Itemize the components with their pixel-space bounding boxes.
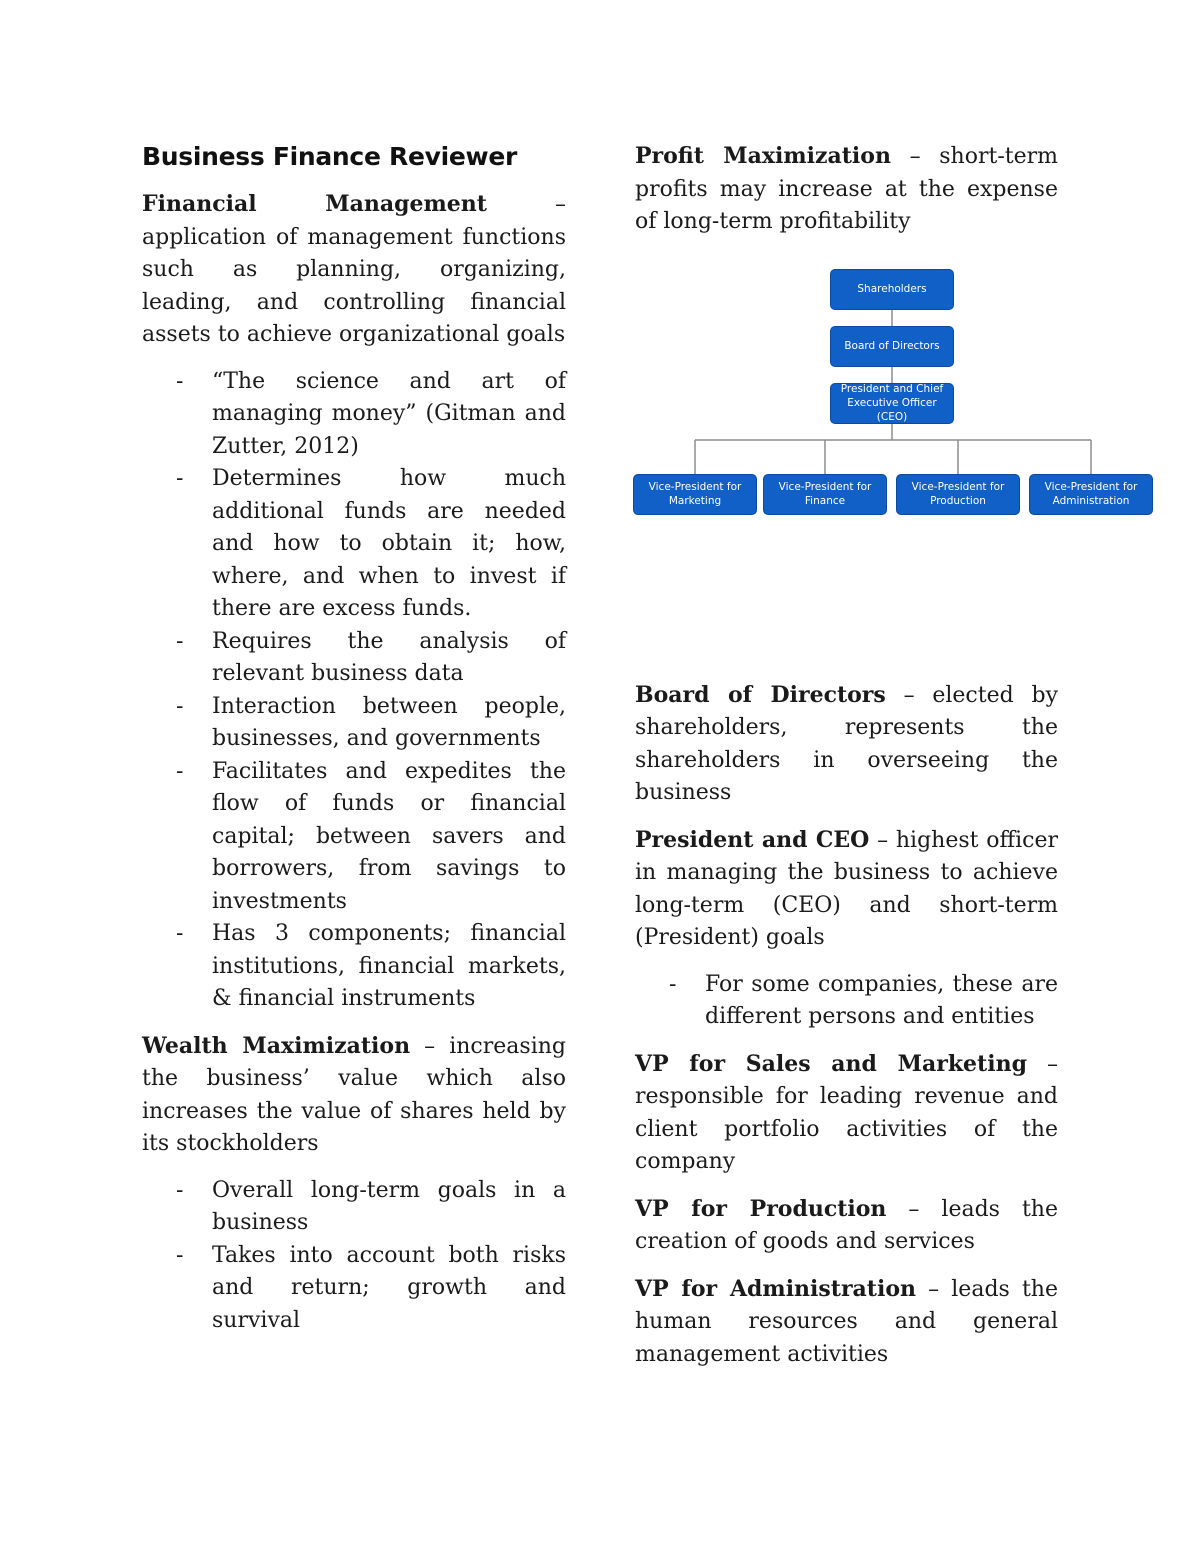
bullet-text: Interaction between people, businesses, and governments (212, 693, 566, 751)
wealth-maximization-definition (142, 1030, 566, 1161)
profit-maximization-definition (635, 140, 1058, 239)
dash-bullet-icon: - (176, 758, 184, 784)
org-node-vp-production: Vice-President for Production (896, 474, 1020, 515)
term-financial-management: Financial Management (142, 191, 487, 217)
document-title: Business Finance Reviewer (142, 142, 518, 171)
list-item (142, 756, 566, 919)
dash-bullet-icon: - (176, 921, 184, 946)
bullet-text: Facilitates and expedites the flow of funds or financial capital; between savers and borrowers, from savings to investments (212, 758, 566, 914)
org-node-shareholders: Shareholders (830, 269, 954, 310)
bullet-text: Overall long-term goals in a business (212, 1177, 566, 1235)
definition-text: – highest officer in managing the business to achieve long-term (CEO) and short-term (President) goals (635, 827, 1058, 950)
list-item (142, 1175, 566, 1240)
term-profit-maximization: Profit Maximization (635, 143, 891, 169)
term-vp-administration: VP for Administration (635, 1275, 916, 1302)
right-column (635, 140, 1138, 1385)
financial-management-definition (142, 188, 566, 352)
term-president-ceo: President and CEO (635, 826, 870, 853)
org-node-vp-administration: Vice-President for Administration (1029, 474, 1153, 515)
dash-bullet-icon: - (176, 466, 184, 491)
wealth-maximization-bullets (142, 1175, 566, 1338)
term-wealth-maximization: Wealth Maximization (142, 1032, 411, 1059)
vp-production-definition (635, 1193, 1058, 1259)
board-of-directors-definition (635, 679, 1058, 810)
vp-sales-definition (635, 1048, 1058, 1179)
term-vp-sales-marketing: VP for Sales and Marketing (635, 1050, 1027, 1077)
bullet-text: “The science and art of managing money” (Gitman and Zutter, 2012) (212, 368, 566, 459)
dash-bullet-icon: - (176, 1242, 184, 1268)
list-item (142, 366, 566, 464)
bullet-text: Determines how much additional funds are needed and how to obtain it; how, where, and when to invest if there are excess funds. (212, 466, 566, 621)
org-node-board-of-directors: Board of Directors (830, 326, 954, 367)
org-node-ceo: President and Chief Executive Officer (CEO) (830, 383, 954, 424)
bullet-text: For some companies, these are different persons and entities (705, 971, 1058, 1029)
definition-text: – leads the creation of goods and services (635, 1196, 1058, 1254)
definition-text: – responsible for leading revenue and client portfolio activities of the company (635, 1051, 1058, 1174)
list-item (142, 463, 566, 626)
dash-bullet-icon: - (176, 368, 184, 394)
org-chart (633, 269, 1156, 529)
dash-bullet-icon: - (176, 693, 184, 719)
bullet-text: Requires the analysis of relevant business data (212, 628, 566, 686)
dash-bullet-icon: - (176, 1177, 184, 1203)
financial-management-bullets (142, 366, 566, 1016)
president-ceo-bullets (635, 969, 1058, 1034)
term-vp-production: VP for Production (635, 1195, 887, 1222)
list-item (142, 691, 566, 756)
definition-text: – application of management functions such as planning, organizing, leading, and controlling financial assets to achieve organizational goals (142, 192, 567, 347)
list-item (142, 918, 566, 1016)
list-item (635, 969, 1058, 1034)
list-item (142, 1240, 566, 1338)
dash-bullet-icon: - (669, 971, 677, 997)
president-ceo-definition (635, 824, 1058, 955)
dash-bullet-icon: - (176, 628, 184, 654)
bullet-text: Takes into account both risks and return; growth and survival (212, 1242, 566, 1333)
definition-text: – elected by shareholders, represents the shareholders in overseeing the business (635, 682, 1058, 805)
bullet-text: Has 3 components; financial institutions, financial markets, & financial instruments (212, 921, 566, 1011)
org-node-vp-finance: Vice-President for Finance (763, 474, 887, 515)
definition-text: – short-term profits may increase at the expense of long-term profitability (635, 144, 1058, 234)
vp-administration-definition (635, 1273, 1058, 1372)
term-board-of-directors: Board of Directors (635, 681, 886, 708)
list-item (142, 626, 566, 691)
definition-text: – increasing the business’ value which also increases the value of shares held by its stockholders (142, 1033, 566, 1156)
definition-text: – leads the human resources and general management activities (635, 1276, 1058, 1367)
left-column (142, 140, 566, 1351)
org-node-vp-marketing: Vice-President for Marketing (633, 474, 757, 515)
